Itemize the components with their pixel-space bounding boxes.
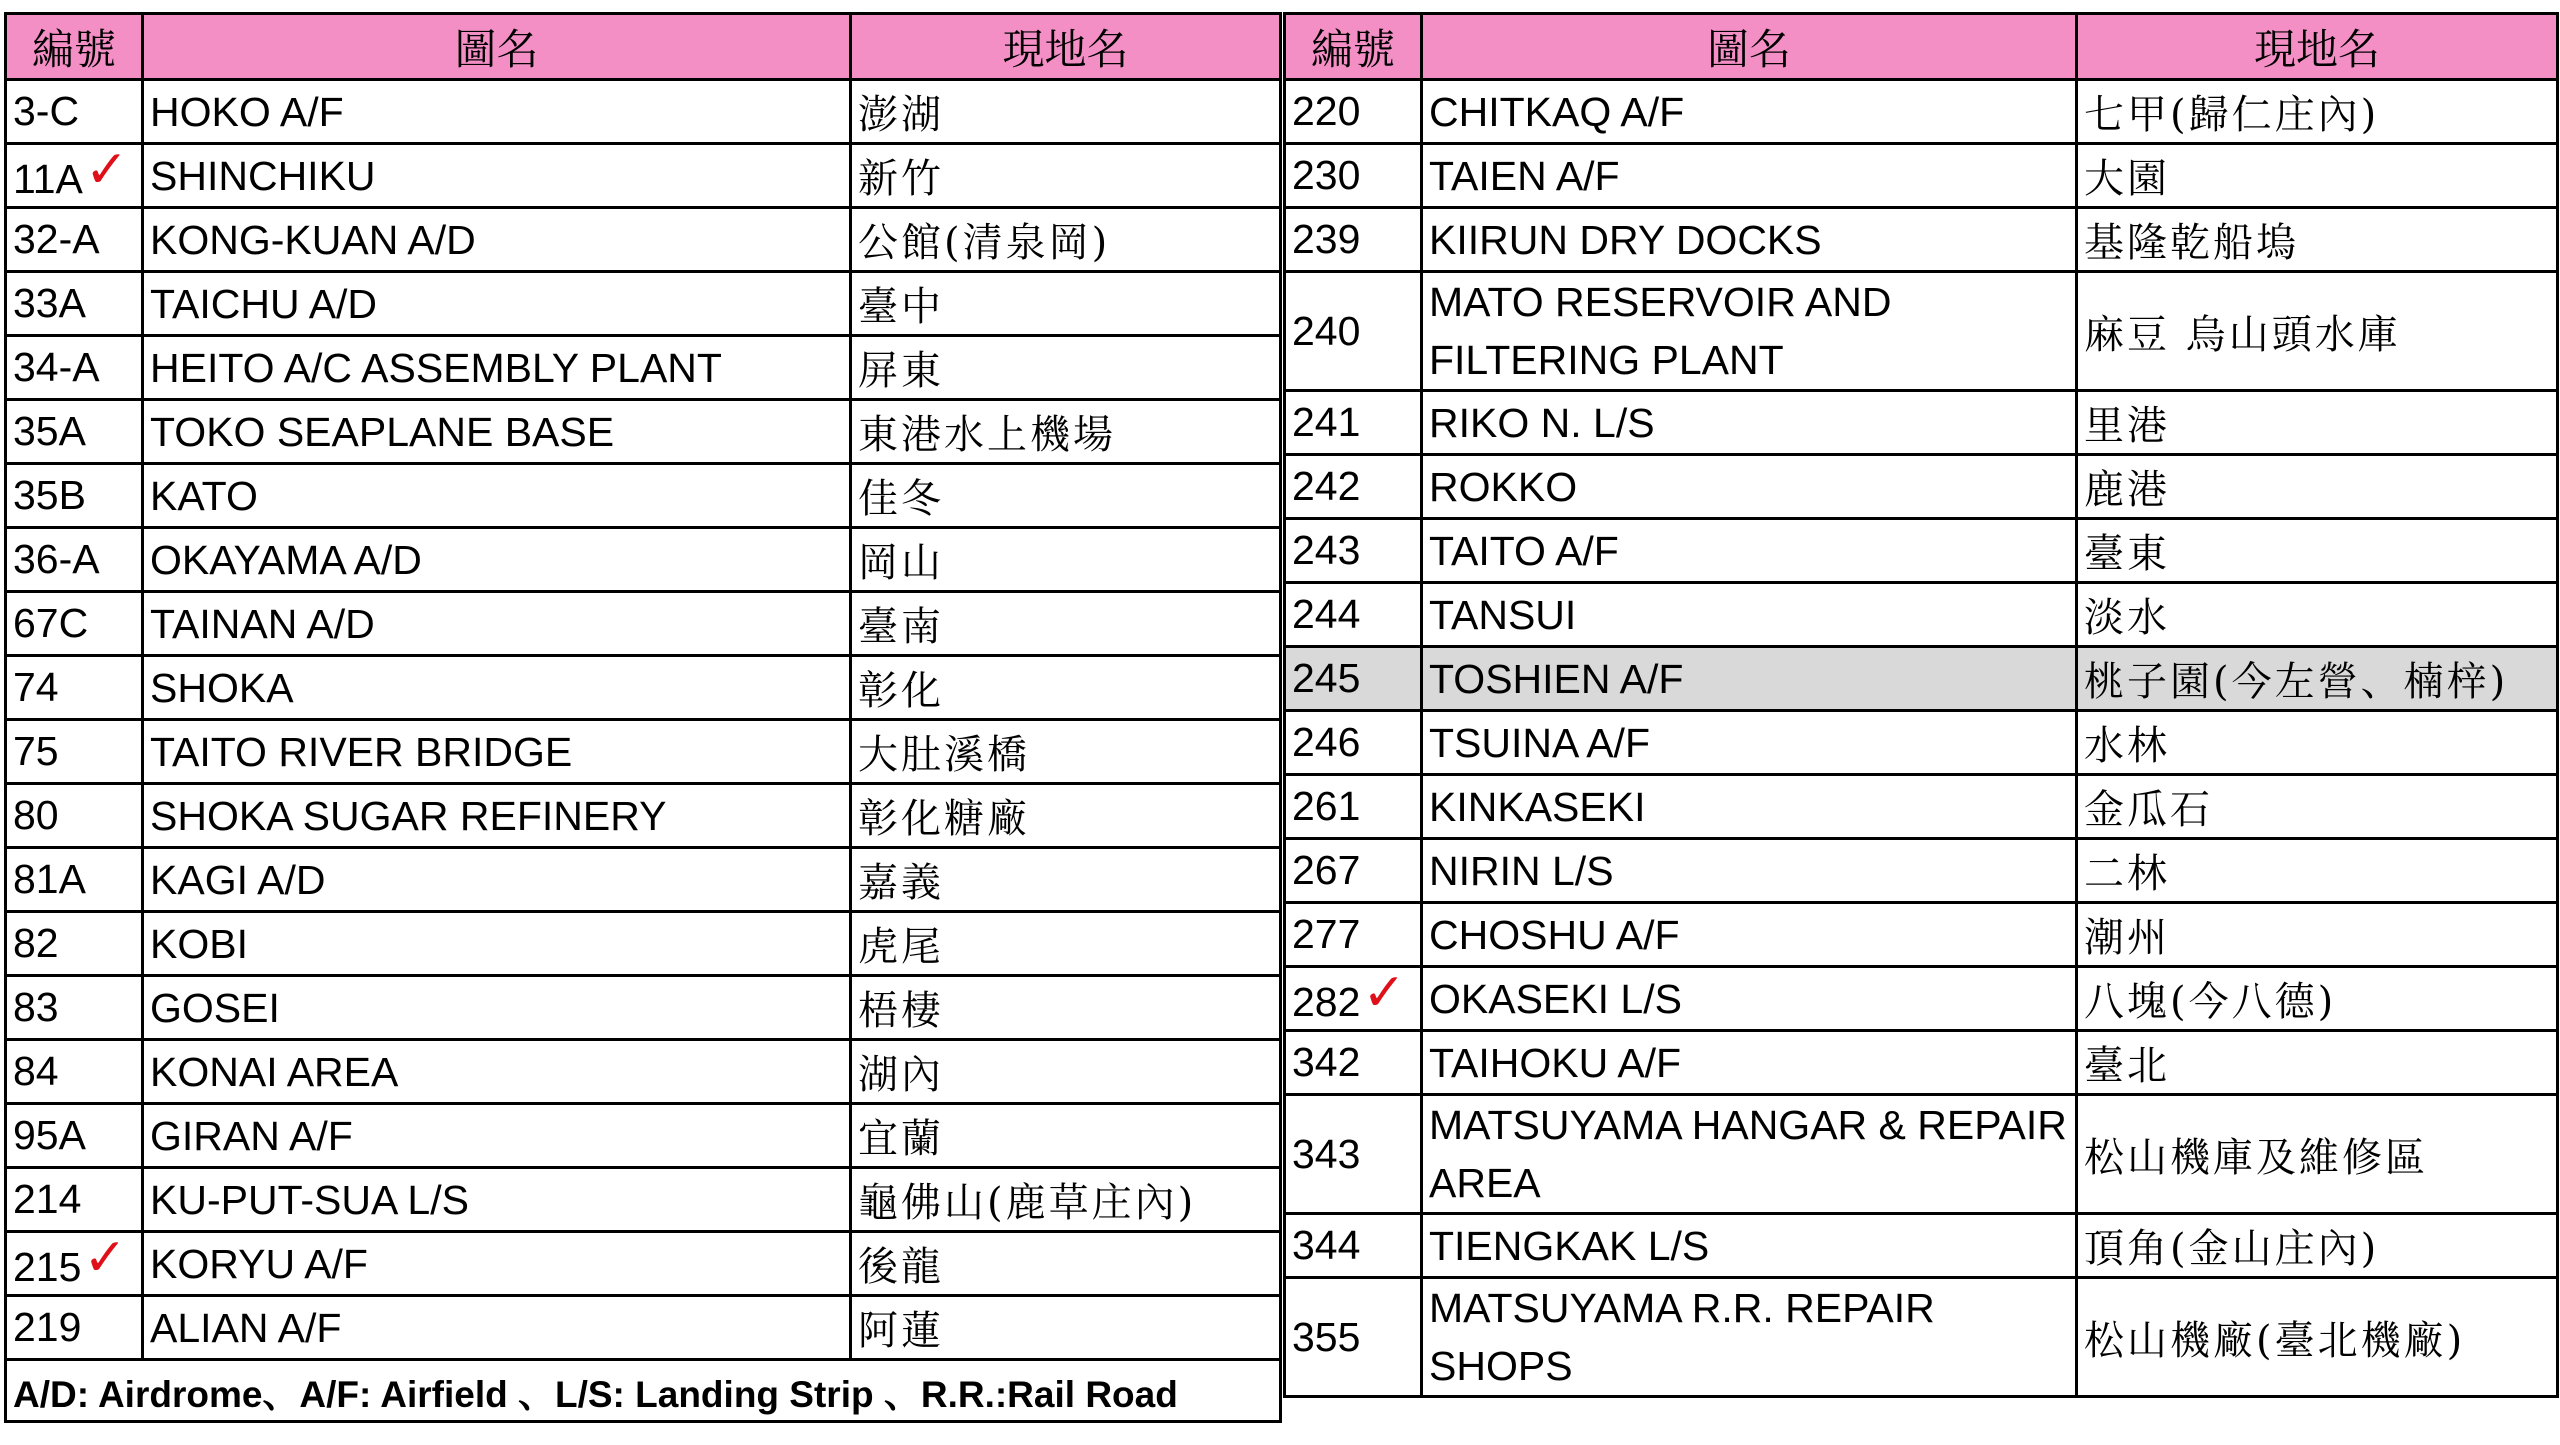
row-number-text: 240 — [1292, 307, 1361, 354]
table-row — [6, 912, 1281, 976]
row-number — [1285, 775, 1422, 839]
row-number — [6, 1296, 143, 1360]
map-name-cell: SHOKA — [143, 656, 851, 720]
map-name-cell: CHITKAQ A/F — [1422, 80, 2077, 144]
map-name-cell: TOKO SEAPLANE BASE — [143, 400, 851, 464]
row-number — [6, 1104, 143, 1168]
table-row — [1285, 1031, 2558, 1095]
current-name-cell: 水林 — [2077, 711, 2558, 775]
header-map-name: 圖名 — [143, 14, 851, 80]
map-name-cell: KU-PUT-SUA L/S — [143, 1168, 851, 1232]
current-name-cell: 七甲(歸仁庄內) — [2077, 80, 2558, 144]
table-row — [1285, 647, 2558, 711]
row-number — [1285, 967, 1422, 1031]
row-number-text: 241 — [1292, 399, 1361, 445]
table-row — [6, 528, 1281, 592]
table-row — [6, 784, 1281, 848]
map-name-cell: HEITO A/C ASSEMBLY PLANT — [143, 336, 851, 400]
current-name-cell: 屏東 — [851, 336, 1281, 400]
current-name-cell: 臺北 — [2077, 1031, 2558, 1095]
right-header-row — [1285, 14, 2558, 80]
table-row — [1285, 711, 2558, 775]
row-number — [1285, 583, 1422, 647]
row-number-text: 219 — [13, 1304, 82, 1350]
map-name-cell: SHINCHIKU — [143, 144, 851, 208]
row-number-text: 344 — [1292, 1222, 1361, 1268]
row-number-text: 343 — [1292, 1130, 1361, 1177]
row-number-text: 36-A — [13, 536, 100, 582]
current-name-cell: 二林 — [2077, 839, 2558, 903]
current-name-cell: 基隆乾船塢 — [2077, 208, 2558, 272]
row-number-text: 261 — [1292, 783, 1361, 829]
table-row — [6, 720, 1281, 784]
table-row — [1285, 272, 2558, 391]
row-number — [1285, 647, 1422, 711]
row-number-text: 242 — [1292, 463, 1361, 509]
map-name-cell: TAINAN A/D — [143, 592, 851, 656]
row-number — [6, 336, 143, 400]
current-name-cell: 湖內 — [851, 1040, 1281, 1104]
table-row — [6, 400, 1281, 464]
current-name-cell: 新竹 — [851, 144, 1281, 208]
table-row — [6, 272, 1281, 336]
current-name-cell: 大肚溪橋 — [851, 720, 1281, 784]
table-row — [1285, 903, 2558, 967]
row-number — [6, 1168, 143, 1232]
header-current-name: 現地名 — [851, 14, 1281, 80]
current-name-cell: 彰化糖廠 — [851, 784, 1281, 848]
map-name-cell: KORYU A/F — [143, 1232, 851, 1296]
row-number — [1285, 455, 1422, 519]
table-row — [6, 656, 1281, 720]
current-name-cell: 彰化 — [851, 656, 1281, 720]
row-number — [6, 976, 143, 1040]
current-name-cell: 潮州 — [2077, 903, 2558, 967]
table-row — [1285, 967, 2558, 1031]
row-number-text: 267 — [1292, 847, 1361, 893]
map-name-cell: TAIEN A/F — [1422, 144, 2077, 208]
table-row — [1285, 80, 2558, 144]
row-number-text: 230 — [1292, 152, 1361, 198]
row-number — [1285, 272, 1422, 391]
map-name-cell: KIIRUN DRY DOCKS — [1422, 208, 2077, 272]
row-number — [1285, 391, 1422, 455]
row-number — [6, 592, 143, 656]
table-row — [6, 464, 1281, 528]
map-name-cell: CHOSHU A/F — [1422, 903, 2077, 967]
map-name-cell: SHOKA SUGAR REFINERY — [143, 784, 851, 848]
current-name-cell: 岡山 — [851, 528, 1281, 592]
row-number — [1285, 839, 1422, 903]
current-name-cell: 後龍 — [851, 1232, 1281, 1296]
current-name-cell: 桃子園(今左營、楠梓) — [2077, 647, 2558, 711]
table-row — [1285, 1278, 2558, 1397]
current-name-cell: 頂角(金山庄內) — [2077, 1214, 2558, 1278]
place-name-sheet — [4, 12, 2556, 1432]
map-name-cell: NIRIN L/S — [1422, 839, 2077, 903]
map-name-cell: TIENGKAK L/S — [1422, 1214, 2077, 1278]
row-number — [6, 1040, 143, 1104]
left-header-row — [6, 14, 1281, 80]
footnote: A/D: Airdrome、A/F: Airfield 、L/S: Landing Strip 、R.R.:Rail Road — [6, 1360, 1281, 1422]
map-name-cell: MATO RESERVOIR AND FILTERING PLANT — [1422, 272, 2077, 391]
row-number — [1285, 1095, 1422, 1214]
table-row — [6, 336, 1281, 400]
current-name-cell: 公館(清泉岡) — [851, 208, 1281, 272]
table-row — [6, 976, 1281, 1040]
row-number — [6, 848, 143, 912]
row-number-text: 244 — [1292, 591, 1361, 637]
row-number — [6, 912, 143, 976]
current-name-cell: 松山機庫及維修區 — [2077, 1095, 2558, 1214]
row-number-text: 83 — [13, 984, 59, 1030]
table-row — [6, 848, 1281, 912]
current-name-cell: 阿蓮 — [851, 1296, 1281, 1360]
current-name-cell: 臺南 — [851, 592, 1281, 656]
check-mark-icon: ✓ — [83, 1231, 127, 1287]
table-row — [6, 80, 1281, 144]
table-row — [1285, 455, 2558, 519]
row-number-text: 34-A — [13, 344, 100, 390]
current-name-cell: 宜蘭 — [851, 1104, 1281, 1168]
table-row — [6, 1040, 1281, 1104]
map-name-cell: TAICHU A/D — [143, 272, 851, 336]
row-number — [6, 1232, 143, 1296]
row-number-text: 214 — [13, 1176, 82, 1222]
current-name-cell: 龜佛山(鹿草庄內) — [851, 1168, 1281, 1232]
footnote-row — [6, 1360, 1281, 1422]
table-row — [1285, 144, 2558, 208]
table-row — [6, 144, 1281, 208]
header-no: 編號 — [6, 14, 143, 80]
right-table — [1283, 12, 2559, 1398]
table-row — [6, 1296, 1281, 1360]
row-number-text: 355 — [1292, 1313, 1361, 1360]
table-row — [1285, 208, 2558, 272]
header-no: 編號 — [1285, 14, 1422, 80]
map-name-cell: MATSUYAMA HANGAR & REPAIR AREA — [1422, 1095, 2077, 1214]
current-name-cell: 松山機廠(臺北機廠) — [2077, 1278, 2558, 1397]
header-current-name: 現地名 — [2077, 14, 2558, 80]
table-row — [1285, 775, 2558, 839]
row-number — [6, 464, 143, 528]
current-name-cell: 澎湖 — [851, 80, 1281, 144]
current-name-cell: 里港 — [2077, 391, 2558, 455]
row-number-text: 84 — [13, 1048, 59, 1094]
map-name-cell: TSUINA A/F — [1422, 711, 2077, 775]
row-number-text: 11A — [13, 155, 83, 202]
row-number-text: 246 — [1292, 719, 1361, 765]
current-name-cell: 鹿港 — [2077, 455, 2558, 519]
row-number-text: 220 — [1292, 88, 1361, 134]
table-row — [6, 1104, 1281, 1168]
current-name-cell: 淡水 — [2077, 583, 2558, 647]
row-number-text: 32-A — [13, 216, 100, 262]
current-name-cell: 東港水上機場 — [851, 400, 1281, 464]
check-mark-icon: ✓ — [84, 143, 129, 199]
row-number — [6, 528, 143, 592]
map-name-cell: TANSUI — [1422, 583, 2077, 647]
map-name-cell: GIRAN A/F — [143, 1104, 851, 1168]
row-number-text: 342 — [1292, 1039, 1361, 1085]
map-name-cell: TOSHIEN A/F — [1422, 647, 2077, 711]
table-row — [6, 1232, 1281, 1296]
table-row — [1285, 519, 2558, 583]
map-name-cell: KAGI A/D — [143, 848, 851, 912]
row-number-text: 33A — [13, 280, 86, 326]
row-number — [6, 720, 143, 784]
table-row — [6, 1168, 1281, 1232]
map-name-cell: OKAYAMA A/D — [143, 528, 851, 592]
row-number-text: 95A — [13, 1112, 86, 1158]
header-map-name: 圖名 — [1422, 14, 2077, 80]
row-number-text: 75 — [13, 728, 59, 774]
row-number — [6, 144, 143, 208]
row-number-text: 215 — [13, 1243, 82, 1290]
table-row — [1285, 391, 2558, 455]
row-number — [1285, 519, 1422, 583]
table-row — [1285, 1214, 2558, 1278]
row-number-text: 239 — [1292, 216, 1361, 262]
row-number — [1285, 1278, 1422, 1397]
map-name-cell: RIKO N. L/S — [1422, 391, 2077, 455]
row-number — [1285, 80, 1422, 144]
row-number-text: 35B — [13, 472, 86, 518]
current-name-cell: 八塊(今八德) — [2077, 967, 2558, 1031]
map-name-cell: ROKKO — [1422, 455, 2077, 519]
row-number — [1285, 1031, 1422, 1095]
map-name-cell: ALIAN A/F — [143, 1296, 851, 1360]
map-name-cell: HOKO A/F — [143, 80, 851, 144]
row-number-text: 74 — [13, 664, 59, 710]
current-name-cell: 大園 — [2077, 144, 2558, 208]
row-number-text: 80 — [13, 792, 59, 838]
row-number-text: 243 — [1292, 527, 1361, 573]
row-number — [6, 400, 143, 464]
map-name-cell: MATSUYAMA R.R. REPAIR SHOPS — [1422, 1278, 2077, 1397]
row-number — [6, 208, 143, 272]
row-number — [6, 656, 143, 720]
map-name-cell: TAIHOKU A/F — [1422, 1031, 2077, 1095]
row-number-text: 245 — [1292, 655, 1361, 701]
left-table — [4, 12, 1282, 1423]
map-name-cell: OKASEKI L/S — [1422, 967, 2077, 1031]
map-name-cell: KONAI AREA — [143, 1040, 851, 1104]
row-number-text: 3-C — [13, 88, 80, 134]
current-name-cell: 梧棲 — [851, 976, 1281, 1040]
map-name-cell: KOBI — [143, 912, 851, 976]
table-row — [1285, 1095, 2558, 1214]
row-number — [6, 80, 143, 144]
row-number — [6, 784, 143, 848]
current-name-cell: 佳冬 — [851, 464, 1281, 528]
table-row — [1285, 583, 2558, 647]
current-name-cell: 金瓜石 — [2077, 775, 2558, 839]
table-row — [6, 208, 1281, 272]
check-mark-icon: ✓ — [1362, 966, 1406, 1022]
row-number — [1285, 1214, 1422, 1278]
row-number-text: 67C — [13, 600, 89, 646]
row-number — [1285, 144, 1422, 208]
map-name-cell: GOSEI — [143, 976, 851, 1040]
row-number-text: 35A — [13, 408, 86, 454]
row-number — [6, 272, 143, 336]
current-name-cell: 嘉義 — [851, 848, 1281, 912]
table-row — [6, 592, 1281, 656]
row-number — [1285, 711, 1422, 775]
row-number — [1285, 903, 1422, 967]
current-name-cell: 臺中 — [851, 272, 1281, 336]
row-number-text: 277 — [1292, 911, 1361, 957]
current-name-cell: 臺東 — [2077, 519, 2558, 583]
map-name-cell: KATO — [143, 464, 851, 528]
map-name-cell: KINKASEKI — [1422, 775, 2077, 839]
current-name-cell: 虎尾 — [851, 912, 1281, 976]
current-name-cell: 麻豆 烏山頭水庫 — [2077, 272, 2558, 391]
map-name-cell: KONG-KUAN A/D — [143, 208, 851, 272]
row-number-text: 81A — [13, 856, 86, 902]
row-number — [1285, 208, 1422, 272]
row-number-text: 282 — [1292, 978, 1361, 1025]
map-name-cell: TAITO A/F — [1422, 519, 2077, 583]
table-row — [1285, 839, 2558, 903]
map-name-cell: TAITO RIVER BRIDGE — [143, 720, 851, 784]
row-number-text: 82 — [13, 920, 59, 966]
